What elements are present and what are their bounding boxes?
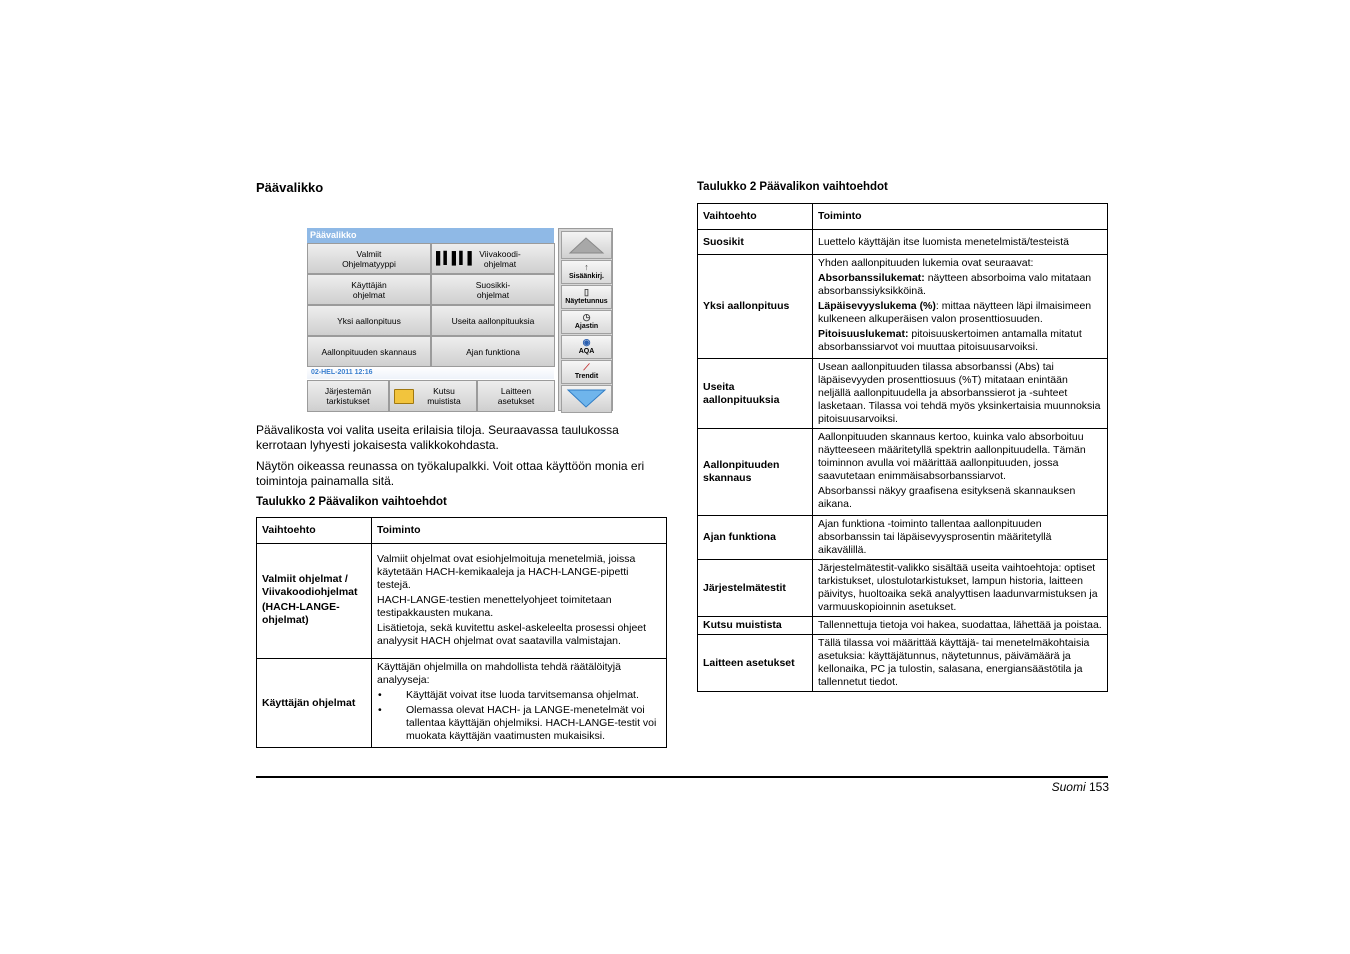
row-value-absorbanssi bbox=[818, 272, 1102, 298]
sample-vial-icon: ▯ bbox=[584, 287, 589, 297]
row-key: Suosikit bbox=[698, 230, 813, 255]
timer-icon: ◷ bbox=[582, 312, 591, 322]
table-row bbox=[698, 429, 1108, 516]
row-value-p1: Valmiit ohjelmat ovat esiohjelmoituja menetelmiä, joissa käytetään HACH-kemikaaleja ja HACH-LANGE-pipetti testejä. bbox=[377, 552, 636, 591]
term-text: pitoisuuskertoimen antamalla mitatut absorbanssiarvot voi muuttaa pitoisuusarvoiksi. bbox=[818, 328, 1082, 353]
row-value bbox=[372, 659, 667, 748]
row-key: Yksi aallonpituus bbox=[698, 255, 813, 359]
row-key: Järjestelmätestit bbox=[698, 560, 813, 617]
kutsu-muistista-button[interactable] bbox=[389, 380, 477, 412]
term-label: Läpäisevyyslukema (%) bbox=[818, 300, 936, 312]
row-value: Tällä tilassa voi määrittää käyttäjä- tai menetelmäkohtaisia asetuksia: käyttäjätunnus, näytetunnus, päivämäärä ja kellonaika, PC ja tulostin, salasana, energiansäästötila ja tallennetut tiedot. bbox=[813, 635, 1108, 692]
trend-chart-icon: ⟋ bbox=[583, 362, 590, 372]
table-row bbox=[698, 560, 1108, 617]
row-value bbox=[813, 255, 1108, 359]
row-key: Useita aallonpituuksia bbox=[698, 359, 813, 429]
section-heading: Päävalikko bbox=[256, 180, 324, 195]
col-header-vaihtoehto: Vaihtoehto bbox=[257, 518, 372, 544]
row-value-pitoisuus bbox=[818, 328, 1102, 354]
row-value: Ajan funktiona -toiminto tallentaa aallonpituuden absorbanssin tai läpäisevyysprosentin määritetyllä aikavälillä. bbox=[813, 516, 1108, 560]
row-key-sub: (HACH-LANGE-ohjelmat) bbox=[262, 601, 340, 626]
viivakoodi-ohjelmat-button[interactable] bbox=[431, 243, 555, 274]
main-menu-screenshot bbox=[306, 227, 615, 413]
tool-ajastin[interactable] bbox=[561, 310, 612, 334]
row-value-p1: Aallonpituuden skannaus kertoo, kuinka valo absorboituu näytteeseen määritetyllä spektrin aallonpituudella. Tämän toiminnon avulla voi määrittää aallonpituuden, jossa saavutetaan enimmäisabsorbanssiarvot. bbox=[818, 431, 1086, 482]
table-row bbox=[257, 544, 667, 659]
table-row bbox=[698, 230, 1108, 255]
toolbar bbox=[558, 228, 613, 411]
right-table-caption: Taulukko 2 Päävalikon vaihtoehdot bbox=[697, 181, 888, 193]
tool-naytetunnus[interactable] bbox=[561, 285, 612, 309]
intro-paragraph: Päävalikosta voi valita useita erilaisia tiloja. Seuraavassa taulukossa kerrotaan lyhyesti jokaisesta valikkokohdasta. bbox=[256, 423, 619, 452]
login-arrow-icon: ↑ bbox=[584, 262, 589, 272]
row-key: Kutsu muistista bbox=[698, 617, 813, 635]
list-item: • Käyttäjät voivat itse luoda tarvitsemansa ohjelmat. bbox=[377, 689, 661, 702]
scroll-down-button[interactable] bbox=[561, 385, 612, 413]
term-text: : mittaa näytteen läpi ilmaisimeen kulkeneen alkuperäisen valon prosenttiosuuden. bbox=[818, 300, 1092, 325]
jarjestelman-tarkistukset-button[interactable]: Järjestemän tarkistukset bbox=[307, 380, 389, 412]
suosikki-ohjelmat-button[interactable]: Suosikki- ohjelmat bbox=[431, 274, 555, 305]
laitteen-asetukset-button[interactable]: Laitteen asetukset bbox=[477, 380, 555, 412]
table-row bbox=[698, 255, 1108, 359]
scroll-up-button[interactable] bbox=[561, 231, 612, 259]
tool-ajastin-label: Ajastin bbox=[574, 323, 599, 330]
row-value-lapaisevyys bbox=[818, 300, 1102, 326]
row-value-p2: HACH-LANGE-testien menettelyohjeet toimitetaan testipakkausten mukana. bbox=[377, 593, 612, 619]
page-number: 153 bbox=[1088, 780, 1109, 794]
viivakoodi-label: Viivakoodi- ohjelmat bbox=[479, 248, 521, 269]
arrow-down-icon bbox=[562, 386, 611, 412]
footer-language: Suomi bbox=[1051, 780, 1086, 794]
row-key-main: Valmiit ohjelmat / Viivakoodiohjelmat bbox=[262, 573, 358, 598]
col-header-toiminto: Toiminto bbox=[813, 204, 1108, 230]
date-time-display: 02-HEL-2011 12:16 bbox=[307, 367, 554, 379]
table-row bbox=[698, 359, 1108, 429]
row-value: Luettelo käyttäjän itse luomista menetelmistä/testeistä bbox=[813, 230, 1108, 255]
kayttajan-ohjelmat-button[interactable]: Käyttäjän ohjelmat bbox=[307, 274, 431, 305]
term-label: Pitoisuuslukemat: bbox=[818, 328, 909, 340]
left-table-caption: Taulukko 2 Päävalikon vaihtoehdot bbox=[256, 496, 447, 508]
row-key bbox=[257, 544, 372, 659]
row-key: Ajan funktiona bbox=[698, 516, 813, 560]
page-footer bbox=[1000, 780, 1109, 794]
table-row bbox=[698, 617, 1108, 635]
useita-aallonpituuksia-button[interactable]: Useita aallonpituuksia bbox=[431, 305, 555, 336]
row-value-p1: Käyttäjän ohjelmilla on mahdollista tehdä räätälöityjä analyyseja: bbox=[377, 661, 621, 686]
list-item: • Olemassa olevat HACH- ja LANGE-menetelmät voi tallentaa käyttäjän ohjelmiksi. HACH-LANGE-testit voi muokata käyttäjän vaatimusten mukaisiksi. bbox=[377, 704, 661, 743]
table-header-row bbox=[698, 204, 1108, 230]
row-value bbox=[372, 544, 667, 659]
col-header-vaihtoehto: Vaihtoehto bbox=[698, 204, 813, 230]
row-key: Käyttäjän ohjelmat bbox=[257, 659, 372, 748]
tool-sisaankirj[interactable] bbox=[561, 260, 612, 284]
tool-naytetunnus-label: Näytetunnus bbox=[565, 298, 608, 305]
yksi-aallonpituus-button[interactable]: Yksi aallonpituus bbox=[307, 305, 431, 336]
device-title: Päävalikko bbox=[307, 228, 554, 243]
aqa-globe-icon: ◉ bbox=[582, 337, 591, 347]
arrow-up-icon bbox=[562, 232, 611, 258]
row-value-p2: Absorbanssi näkyy graafisena esityksenä skannauksen aikana. bbox=[818, 485, 1076, 510]
row-value-p3: Lisätietoja, sekä kuvitettu askel-askeleelta prosessi ohjeet analyysit HACH ohjelmat ovat saatavilla valmistajan. bbox=[377, 621, 647, 647]
row-value: Usean aallonpituuden tilassa absorbanssi (Abs) tai läpäisevyyden prosenttiosuus (%T) mitataan enintään neljällä aallonpituudella ja absorbanssierot ja -suhteet lasketaan. Tilassa voi tehdä myös yksinkertaisia muunnoksia pitoisuusarvoiksi. bbox=[813, 359, 1108, 429]
row-value: Järjestelmätestit-valikko sisältää useita vaihtoehtoja: optiset tarkistukset, ulostulotarkistukset, lampun historia, laitteen päivitys, huoltoaika sekä analyyttisen laadunvarmistuksen ja varmuuskopioinnin asetukset. bbox=[813, 560, 1108, 617]
term-text: näytteen absorboima valo mitataan absorbanssiyksikköinä. bbox=[818, 272, 1092, 297]
row-value-intro: Yhden aallonpituuden lukemia ovat seuraavat: bbox=[818, 257, 1034, 269]
bullet-list bbox=[377, 689, 661, 743]
left-options-table bbox=[256, 517, 667, 748]
toolbar-paragraph: Näytön oikeassa reunassa on työkalupalkki. Voit ottaa käyttöön monia eri toimintoja painamalla sitä. bbox=[256, 459, 645, 488]
tool-trendit-label: Trendit bbox=[574, 373, 599, 380]
col-header-toiminto: Toiminto bbox=[372, 518, 667, 544]
tool-aqa[interactable] bbox=[561, 335, 612, 359]
row-value bbox=[813, 429, 1108, 516]
tool-sisaankirj-label: Sisäänkirj. bbox=[568, 273, 605, 280]
row-value: Tallennettuja tietoja voi hakea, suodattaa, lähettää ja poistaa. bbox=[813, 617, 1108, 635]
footer-rule bbox=[256, 776, 1108, 778]
right-options-table bbox=[697, 203, 1108, 692]
table-row bbox=[698, 516, 1108, 560]
row-key: Laitteen asetukset bbox=[698, 635, 813, 692]
tool-aqa-label: AQA bbox=[578, 348, 595, 355]
row-key: Aallonpituuden skannaus bbox=[698, 429, 813, 516]
tool-trendit[interactable] bbox=[561, 360, 612, 384]
ajan-funktiona-button[interactable]: Ajan funktiona bbox=[431, 336, 555, 367]
table-row bbox=[698, 635, 1108, 692]
table-header-row bbox=[257, 518, 667, 544]
term-label: Absorbanssilukemat: bbox=[818, 272, 925, 284]
folder-icon bbox=[394, 389, 414, 404]
valmiit-ohjelmat-button[interactable]: Valmiit Ohjelmatyyppi bbox=[307, 243, 431, 274]
kutsu-label: Kutsu muistista bbox=[427, 386, 461, 406]
table-row bbox=[257, 659, 667, 748]
aallonpituuden-skannaus-button[interactable]: Aallonpituuden skannaus bbox=[307, 336, 431, 367]
barcode-icon: ▌▍▌▍▌ bbox=[436, 251, 475, 265]
